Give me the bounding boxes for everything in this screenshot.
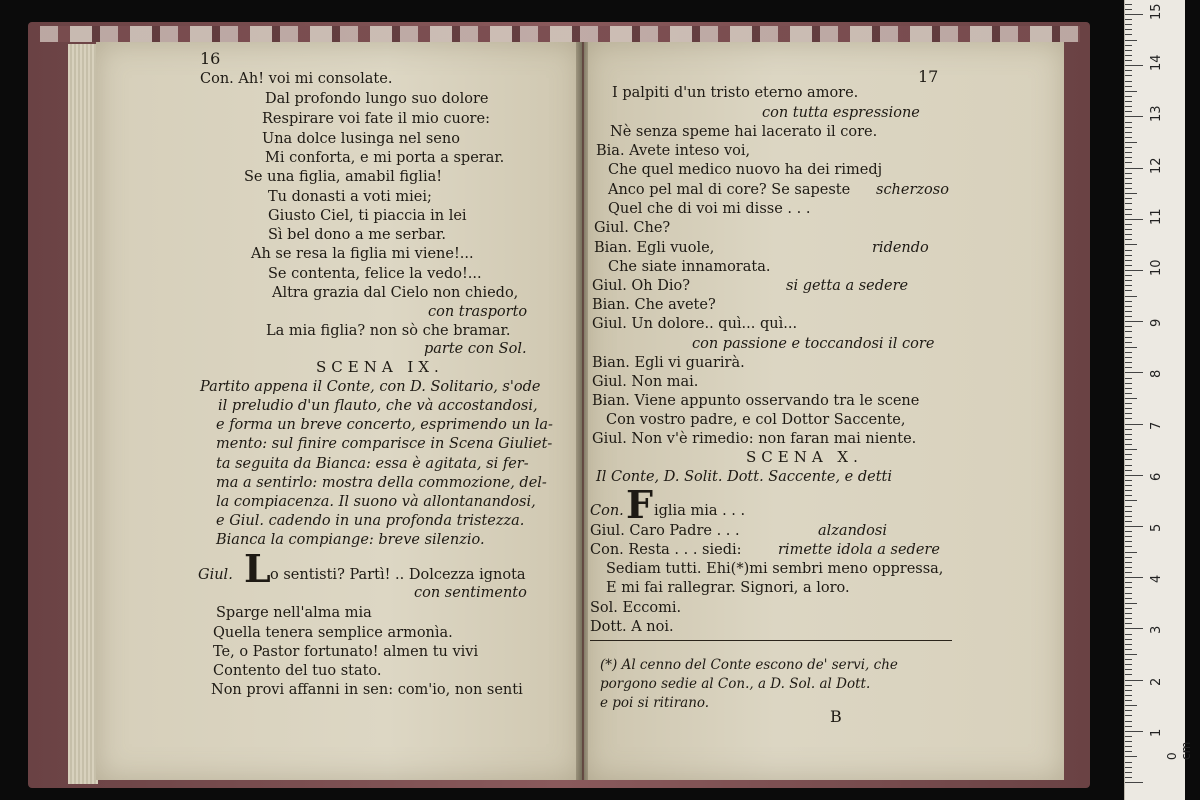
ruler-tick	[1125, 454, 1132, 455]
stage-direction: ta seguita da Bianca: essa è agitata, si fer-	[216, 456, 529, 472]
ruler-tick	[1125, 14, 1143, 15]
ruler-tick	[1125, 137, 1132, 138]
speaker-label: Con.	[590, 503, 624, 519]
text-line: Giul. Caro Padre . . .	[590, 523, 740, 539]
ruler-tick	[1125, 203, 1132, 204]
ruler-tick	[1125, 331, 1132, 332]
text-line: Se una figlia, amabil figlia!	[244, 169, 443, 185]
ruler-tick	[1125, 449, 1137, 450]
ruler-tick	[1125, 603, 1137, 604]
ruler-tick	[1125, 444, 1132, 445]
ruler-tick	[1125, 541, 1132, 542]
ruler-tick	[1125, 255, 1132, 256]
text-line: Che quel medico nuovo ha dei rimedj	[608, 162, 883, 178]
ruler-unit: 0 cm	[1165, 741, 1193, 760]
text-line: Sediam tutti. Ehi(*)mi sembri meno oppressa,	[606, 561, 944, 577]
text-line: Giul. Un dolore.. quì... quì...	[592, 316, 798, 332]
stage-direction: Il Conte, D. Solit. Dott. Saccente, e detti	[596, 469, 893, 485]
ruler-tick	[1125, 762, 1132, 763]
ruler-number: 5	[1149, 523, 1164, 532]
text-line: Giul. Non v'è rimedio: non faran mai niente.	[592, 431, 917, 447]
ruler-tick	[1125, 29, 1132, 30]
ruler-tick	[1125, 649, 1132, 650]
ruler-tick	[1125, 424, 1143, 425]
ruler-tick	[1125, 628, 1143, 629]
ruler-tick	[1125, 152, 1132, 153]
ruler-tick	[1125, 111, 1132, 112]
text-line: Con. Resta . . . siedi:	[590, 542, 742, 558]
text-line: Sì bel dono a me serbar.	[268, 227, 447, 243]
ruler-tick	[1125, 127, 1132, 128]
ruler-tick	[1125, 101, 1132, 102]
ruler-tick	[1125, 86, 1132, 87]
ruler-tick	[1125, 224, 1132, 225]
ruler-tick	[1125, 439, 1132, 440]
ruler-tick	[1125, 168, 1143, 169]
text-line: Giusto Ciel, ti piaccia in lei	[268, 208, 467, 224]
ruler-tick	[1125, 721, 1132, 722]
ruler-tick	[1125, 106, 1132, 107]
ruler-tick	[1125, 60, 1132, 61]
text-line: Giul. Che?	[594, 220, 671, 236]
text-line: Quella tenera semplice armonìa.	[213, 625, 453, 641]
text-line: Dal profondo lungo suo dolore	[265, 91, 489, 107]
stage-direction: rimette idola a sedere	[778, 542, 940, 558]
ruler-tick	[1125, 388, 1132, 389]
ruler-tick	[1125, 50, 1132, 51]
ruler-tick	[1125, 265, 1132, 266]
ruler-tick	[1125, 567, 1132, 568]
ruler-tick	[1125, 731, 1143, 732]
ruler-tick	[1125, 198, 1132, 199]
ruler-tick	[1125, 772, 1132, 773]
ruler-tick	[1125, 157, 1132, 158]
ruler-tick	[1125, 695, 1132, 696]
measuring-ruler	[1124, 0, 1193, 800]
ruler-number: 1	[1149, 728, 1164, 737]
stage-direction: Partito appena il Conte, con D. Solitario, s'ode	[200, 379, 541, 395]
ruler-tick	[1125, 183, 1132, 184]
ruler-tick	[1125, 552, 1137, 553]
ruler-tick	[1125, 572, 1132, 573]
text-line: I palpiti d'un tristo eterno amore.	[612, 85, 859, 101]
ruler-tick	[1125, 593, 1132, 594]
ruler-tick	[1125, 664, 1132, 665]
text-line: Una dolce lusinga nel seno	[262, 131, 460, 147]
ruler-tick	[1125, 342, 1132, 343]
ruler-tick	[1125, 321, 1143, 322]
text-line: Non provi affanni in sen: com'io, non senti	[211, 682, 523, 698]
text-line: La mia figlia? non sò che bramar.	[266, 323, 511, 339]
stage-direction: mento: sul finire comparisce in Scena Giuliet-	[216, 436, 553, 452]
text-line: Con vostro padre, e col Dottor Saccente,	[606, 412, 906, 428]
ruler-tick	[1125, 746, 1132, 747]
ruler-tick	[1125, 608, 1132, 609]
ruler-tick	[1125, 434, 1132, 435]
ruler-tick	[1125, 700, 1132, 701]
ruler-tick	[1125, 710, 1132, 711]
ruler-tick	[1125, 751, 1132, 752]
ruler-tick	[1125, 618, 1132, 619]
text-line: Ah se resa la figlia mi viene!...	[251, 246, 474, 262]
ruler-tick	[1125, 65, 1143, 66]
ruler-tick	[1125, 301, 1132, 302]
ruler-tick	[1125, 690, 1132, 691]
ruler-tick	[1125, 229, 1132, 230]
ruler-tick	[1125, 352, 1132, 353]
text-line: Contento del tuo stato.	[213, 663, 382, 679]
text-line: Mi conforta, e mi porta a sperar.	[265, 150, 505, 166]
ruler-tick	[1125, 116, 1143, 117]
ruler-tick	[1125, 413, 1132, 414]
ruler-tick	[1125, 465, 1132, 466]
ruler-tick	[1125, 9, 1132, 10]
ruler-tick	[1125, 485, 1132, 486]
stage-direction: e forma un breve concerto, esprimendo un la-	[216, 417, 553, 433]
ruler-tick	[1125, 70, 1132, 71]
ruler-tick	[1125, 654, 1137, 655]
ruler-tick	[1125, 280, 1132, 281]
text-line: Bia. Avete inteso voi,	[596, 143, 751, 159]
ruler-number: 4	[1149, 574, 1164, 584]
ruler-tick	[1125, 490, 1132, 491]
signature-mark: B	[830, 707, 842, 726]
stage-direction: la compiacenza. Il suono và allontanandosi,	[216, 494, 536, 510]
ruler-tick	[1125, 347, 1137, 348]
ruler-tick	[1125, 239, 1132, 240]
stage-direction: e Giul. cadendo in una profonda tristezza.	[216, 513, 525, 529]
text-line: E mi fai rallegrar. Signori, a loro.	[606, 580, 850, 596]
ruler-tick	[1125, 357, 1132, 358]
stage-direction: con passione e toccandosi il core	[692, 336, 935, 352]
ruler-tick	[1125, 598, 1132, 599]
ruler-tick	[1125, 536, 1132, 537]
footnote-line: porgono sedie al Con., a D. Sol. al Dott.	[600, 676, 871, 692]
ruler-tick	[1125, 680, 1143, 681]
ruler-tick	[1125, 613, 1132, 614]
ruler-tick	[1125, 480, 1132, 481]
book-gutter	[576, 42, 588, 780]
ruler-tick	[1125, 316, 1132, 317]
ruler-tick	[1125, 75, 1132, 76]
ruler-tick	[1125, 429, 1132, 430]
ruler-tick	[1125, 557, 1132, 558]
ruler-tick	[1125, 639, 1132, 640]
ruler-tick	[1125, 45, 1132, 46]
ruler-tick	[1125, 767, 1132, 768]
ruler-tick	[1125, 756, 1137, 757]
ruler-number: 2	[1149, 677, 1164, 686]
ruler-tick	[1125, 495, 1132, 496]
stage-direction: il preludio d'un flauto, che và accostandosi,	[218, 398, 538, 414]
scene-heading: SCENA IX.	[316, 358, 444, 376]
ruler-tick	[1125, 623, 1132, 624]
text-line: Con. Ah! voi mi consolate.	[200, 71, 393, 87]
text-line: Te, o Pastor fortunato! almen tu vivi	[213, 644, 479, 660]
ruler-tick	[1125, 383, 1132, 384]
ruler-tick	[1125, 147, 1132, 148]
ruler-tick	[1125, 685, 1132, 686]
ruler-tick	[1125, 188, 1132, 189]
ruler-tick	[1125, 270, 1143, 271]
text-line: iglia mia . . .	[654, 503, 746, 519]
text-line: Bian. Egli vi guarirà.	[592, 355, 745, 371]
page-number-right: 17	[918, 67, 939, 86]
text-line: Respirare voi fate il mio cuore:	[262, 111, 490, 127]
stage-direction: alzandosi	[818, 523, 887, 539]
ruler-tick	[1125, 459, 1132, 460]
ruler-tick	[1125, 644, 1132, 645]
footnote-rule	[590, 640, 952, 641]
ruler-tick	[1125, 521, 1132, 522]
text-line: Tu donasti a voti miei;	[268, 189, 432, 205]
ruler-tick	[1125, 418, 1132, 419]
text-line: Anco pel mal di core? Se sapeste	[608, 182, 851, 198]
ruler-tick	[1125, 214, 1132, 215]
ruler-number: 7	[1149, 421, 1164, 430]
ruler-tick	[1125, 511, 1132, 512]
stage-direction: scherzoso	[876, 182, 949, 198]
speaker-label: Giul.	[198, 567, 233, 583]
ruler-tick	[1125, 674, 1132, 675]
text-line: Bian. Che avete?	[592, 297, 716, 313]
ruler-tick	[1125, 250, 1132, 251]
ruler-tick	[1125, 290, 1132, 291]
footnote-line: e poi si ritirano.	[600, 695, 710, 711]
ruler-tick	[1125, 506, 1132, 507]
ruler-tick	[1125, 587, 1132, 588]
ruler-tick	[1125, 546, 1132, 547]
text-line: Altra grazia dal Cielo non chiedo,	[272, 285, 519, 301]
ruler-number: 14	[1149, 54, 1164, 72]
ruler-tick	[1125, 260, 1132, 261]
ruler-number: 13	[1149, 105, 1164, 123]
ruler-tick	[1125, 326, 1132, 327]
ruler-tick	[1125, 398, 1137, 399]
ruler-tick	[1125, 4, 1132, 5]
ruler-tick	[1125, 659, 1132, 660]
stage-direction: parte con Sol.	[424, 341, 527, 357]
ruler-tick	[1125, 173, 1132, 174]
ruler-tick	[1125, 132, 1132, 133]
ruler-tick	[1125, 782, 1143, 783]
text-line: Giul. Oh Dio?	[592, 278, 691, 294]
ruler-tick	[1125, 337, 1132, 338]
ruler-tick	[1125, 372, 1143, 373]
ruler-tick	[1125, 96, 1132, 97]
ruler-tick	[1125, 81, 1132, 82]
text-line: Sol. Eccomi.	[590, 600, 682, 616]
ruler-number: 12	[1149, 157, 1164, 174]
ruler-tick	[1125, 669, 1132, 670]
ruler-number: 3	[1149, 626, 1164, 635]
ruler-tick	[1125, 142, 1137, 143]
text-line: o sentisti? Partì! .. Dolcezza ignota	[270, 567, 526, 583]
ruler-tick	[1125, 470, 1132, 471]
stage-direction: si getta a sedere	[786, 278, 909, 294]
ruler-tick	[1125, 736, 1132, 737]
drop-cap: F	[626, 482, 653, 527]
text-line: Se contenta, felice la vedo!...	[268, 266, 482, 282]
ruler-tick	[1125, 362, 1132, 363]
ruler-tick	[1125, 726, 1132, 727]
stage-direction: Bianca la compiange: breve silenzio.	[216, 532, 485, 548]
drop-cap: L	[244, 546, 271, 591]
ruler-tick	[1125, 582, 1132, 583]
ruler-tick	[1125, 378, 1132, 379]
ruler-tick	[1125, 209, 1132, 210]
ruler-tick	[1125, 531, 1132, 532]
ruler-tick	[1125, 311, 1132, 312]
ruler-number: 10	[1149, 259, 1164, 276]
scene-heading: SCENA X.	[746, 448, 863, 466]
text-line: Sparge nell'alma mia	[216, 605, 372, 621]
text-line: Nè senza speme hai lacerato il core.	[610, 124, 878, 140]
text-line: Quel che di voi mi disse . . .	[608, 201, 811, 217]
ruler-number: 15	[1149, 3, 1164, 20]
ruler-tick	[1125, 40, 1137, 41]
text-line: Bian. Egli vuole,	[594, 240, 715, 256]
ruler-tick	[1125, 741, 1132, 742]
page-edges	[68, 44, 98, 784]
ruler-tick	[1125, 162, 1132, 163]
text-line: Che siate innamorata.	[608, 259, 771, 275]
ruler-tick	[1125, 715, 1132, 716]
ruler-tick	[1125, 24, 1132, 25]
ruler-tick	[1125, 122, 1132, 123]
ruler-tick	[1125, 500, 1137, 501]
ruler-tick	[1125, 777, 1132, 778]
ruler-tick	[1125, 55, 1132, 56]
stage-direction: con trasporto	[428, 304, 528, 320]
ruler-tick	[1125, 91, 1137, 92]
ruler-tick	[1125, 219, 1143, 220]
binding-strip	[40, 26, 1080, 42]
ruler-tick	[1125, 408, 1132, 409]
ruler-tick	[1125, 234, 1132, 235]
text-line: Giul. Non mai.	[592, 374, 699, 390]
ruler-tick	[1125, 275, 1132, 276]
ruler-number: 6	[1149, 472, 1164, 481]
ruler-tick	[1125, 526, 1143, 527]
page-number-left: 16	[200, 49, 221, 68]
ruler-tick	[1125, 367, 1132, 368]
ruler-tick	[1125, 285, 1132, 286]
ruler-tick	[1125, 516, 1132, 517]
ruler-tick	[1125, 306, 1132, 307]
ruler-number: 8	[1149, 370, 1164, 379]
ruler-tick	[1125, 577, 1143, 578]
ruler-tick	[1125, 634, 1132, 635]
ruler-tick	[1125, 705, 1137, 706]
stage-direction: con tutta espressione	[762, 105, 920, 121]
stage-direction: ma a sentirlo: mostra della commozione, del-	[216, 475, 547, 491]
ruler-number: 9	[1149, 318, 1164, 328]
ruler-tick	[1125, 403, 1132, 404]
ruler-tick	[1125, 296, 1137, 297]
stage-direction: ridendo	[872, 240, 929, 256]
ruler-tick	[1125, 475, 1143, 476]
text-line: Dott. A noi.	[590, 619, 674, 635]
ruler-number: 11	[1149, 208, 1164, 225]
stage-direction: con sentimento	[414, 585, 527, 601]
ruler-tick	[1125, 393, 1132, 394]
ruler-tick	[1125, 562, 1132, 563]
footnote-line: (*) Al cenno del Conte escono de' servi, che	[600, 657, 898, 673]
ruler-tick	[1125, 244, 1137, 245]
ruler-tick	[1125, 34, 1132, 35]
ruler-tick	[1125, 178, 1132, 179]
ruler-tick	[1125, 19, 1132, 20]
ruler-tick	[1125, 193, 1137, 194]
text-line: Bian. Viene appunto osservando tra le scene	[592, 393, 920, 409]
